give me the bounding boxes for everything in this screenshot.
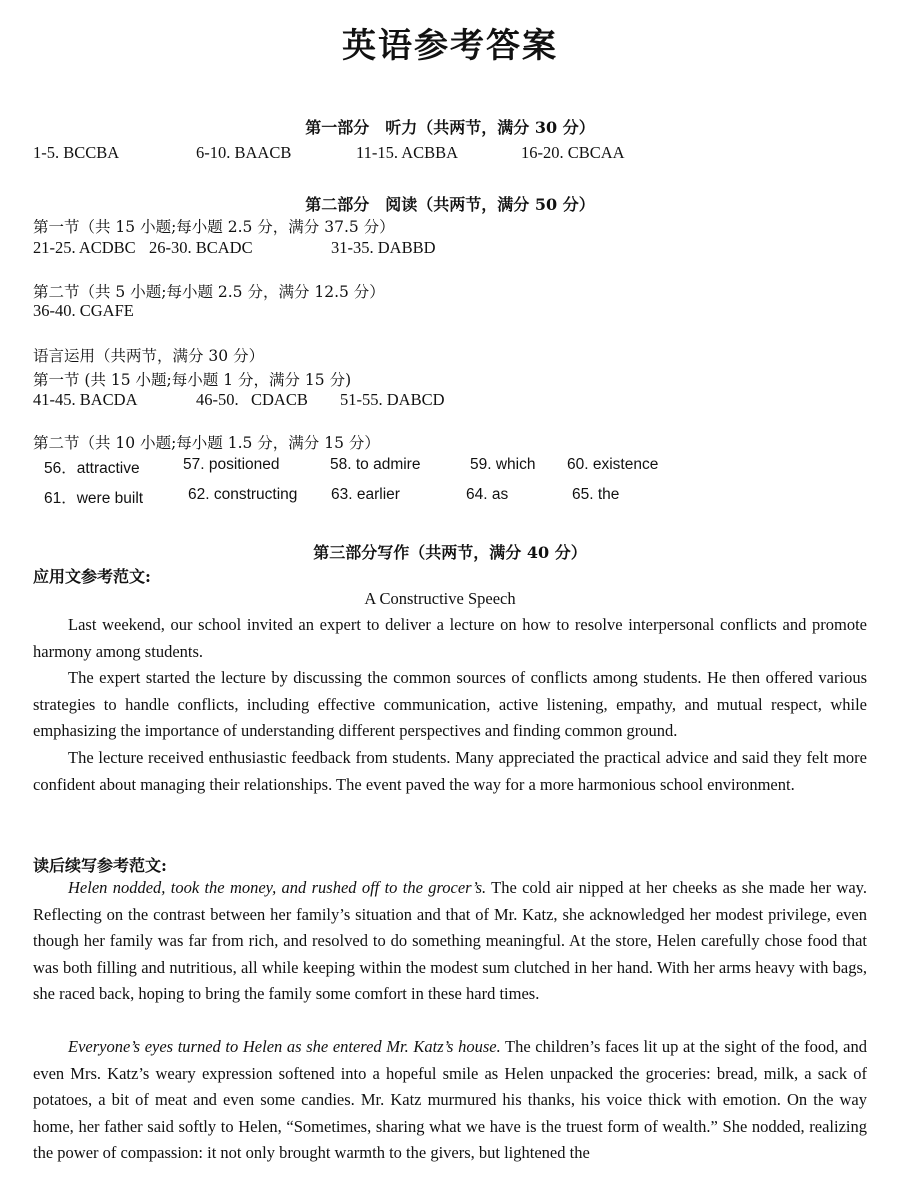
answer-group: 1-5. BCCBA xyxy=(33,143,120,162)
page-title: 英语参考答案 xyxy=(342,26,558,66)
continuation-text: The cold air nipped at her cheeks as she made her way. Reflecting on the contrast between her family’s situation and that of Mr. Katz, she acknowledged her modest privilege, even though her family was far from rich, and resolved to do something meaningful. At the store, Helen carefully chose food that was both filling and nutritious, all while keeping within the modest sum clutched in her hand. With her arms heavy with bags, she raced back, hoping to bring the family some comfort in these hard times. xyxy=(33,878,867,1003)
reading-section2-label: 第二节（共 5 小题;每小题 2.5 分，满分 12.5 分） xyxy=(33,283,385,301)
language-heading: 语言运用（共两节，满分 30 分） xyxy=(33,347,265,365)
language-section1-label: 第一节 (共 15 小题;每小题 1 分，满分 15 分) xyxy=(33,371,352,389)
continuation-paragraph xyxy=(33,875,867,1008)
blank-answer: 57. positioned xyxy=(183,456,280,473)
blank-answer: 62. constructing xyxy=(188,486,298,503)
continuation-lead: Helen nodded, took the money, and rushed off to the grocer’s. xyxy=(68,878,487,897)
answer-group: 36-40. CGAFE xyxy=(33,301,134,320)
essay-paragraph: Last weekend, our school invited an expert to deliver a lecture on how to resolve interpersonal conflicts and promote harmony among students. xyxy=(33,615,867,661)
answer-group: 11-15. ACBBA xyxy=(356,143,459,162)
applied-writing-label: 应用文参考范文: xyxy=(33,567,151,586)
blank-answer: 60. existence xyxy=(567,456,659,473)
continuation-paragraph xyxy=(33,1034,867,1167)
blank-answer: 65. the xyxy=(572,486,620,503)
part2-heading: 第二部分 阅读（共两节，满分 50 分） xyxy=(305,195,595,214)
reading-section1-label: 第一节（共 15 小题;每小题 2.5 分，满分 37.5 分） xyxy=(33,218,395,236)
part1-heading: 第一部分 听力（共两节，满分 30 分） xyxy=(305,118,595,137)
blank-answer: 63. earlier xyxy=(331,486,400,503)
answer-group: 51-55. DABCD xyxy=(340,390,445,409)
answer-group: 6-10. BAACB xyxy=(196,143,292,162)
blank-answer: 61．were built xyxy=(44,490,144,507)
continuation-text: The children’s faces lit up at the sight of the food, and even Mrs. Katz’s weary expression softened into a hopeful smile as Helen unpacked the groceries: bread, milk, a sack of potatoes, a bit of meat and even some candies. Mr. Katz murmured his thanks, his voice thick with emotion. On the way home, her father said softly to Helen, “Sometimes, sharing what we have is the truest form of wealth.” She nodded, realizing the power of compassion: it not only brought warmth to the givers, but lightened the xyxy=(33,1037,868,1162)
answer-group: 41-45. BACDA xyxy=(33,390,138,409)
essay-title: A Constructive Speech xyxy=(364,589,516,608)
essay-paragraph: The lecture received enthusiastic feedback from students. Many appreciated the practical advice and said they felt more confident about managing their relationships. The event paved the way for a more harmonious school environment. xyxy=(33,748,867,794)
continuation-lead: Everyone’s eyes turned to Helen as she entered Mr. Katz’s house. xyxy=(68,1037,501,1056)
blank-answer: 59. which xyxy=(470,456,536,473)
answer-group: 31-35. DABBD xyxy=(331,238,436,257)
essay-paragraph: The expert started the lecture by discussing the common sources of conflicts among students. He then offered various strategies to handle conflicts, including effective communication, active listening, empathy, and mutual respect, while emphasizing the importance of understanding different perspectives and finding common ground. xyxy=(33,668,867,740)
answer-group: 46-50. CDACB xyxy=(196,390,308,409)
part3-heading: 第三部分写作（共两节，满分 40 分） xyxy=(313,543,587,562)
answer-group: 21-25. ACDBC xyxy=(33,238,136,257)
continuation-writing-label: 读后续写参考范文: xyxy=(33,856,167,875)
language-section2-label: 第二节（共 10 小题;每小题 1.5 分，满分 15 分） xyxy=(33,434,380,452)
blank-answer: 56．attractive xyxy=(44,460,140,477)
answer-group: 16-20. CBCAA xyxy=(521,143,625,162)
blank-answer: 64. as xyxy=(466,486,509,503)
blank-answer: 58. to admire xyxy=(330,456,421,473)
answer-group: 26-30. BCADC xyxy=(149,238,253,257)
